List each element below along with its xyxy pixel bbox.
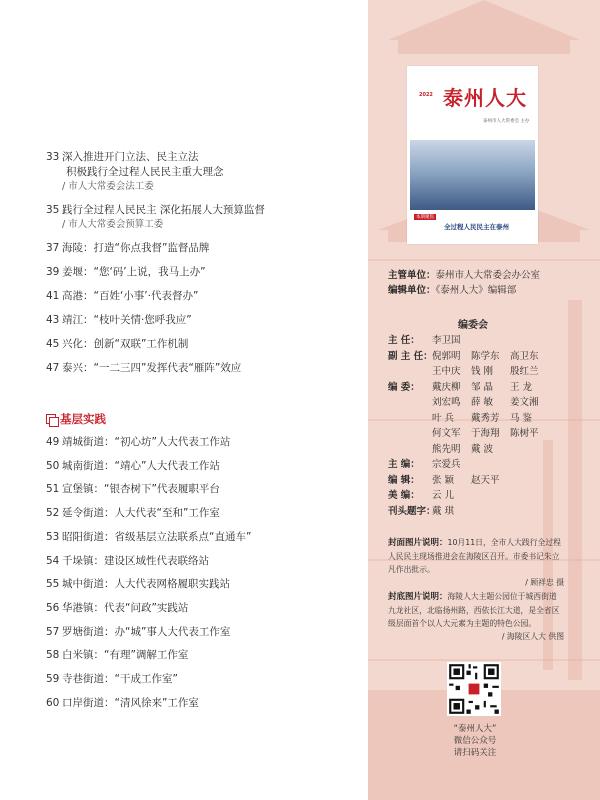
toc-entry[interactable] [46, 313, 192, 328]
cover-tag: 本期聚焦 [416, 215, 434, 220]
entry-title: 泰兴：“一二三四”发挥代表“雁阵”效应 [62, 362, 242, 374]
entry-author: / 市人大常委会预算工委 [62, 219, 164, 230]
qr-caption-line: 请扫码关注 [453, 748, 497, 758]
toc-entry[interactable] [46, 361, 241, 376]
board-row [388, 426, 549, 442]
board-member: 刘宏鸣 [432, 397, 461, 408]
board-row [388, 411, 549, 427]
cover-photo [410, 140, 535, 210]
board-row [388, 473, 549, 489]
toc-entry[interactable] [46, 601, 188, 616]
board-member: 王中庆 [432, 366, 461, 377]
toc-entry[interactable] [46, 482, 220, 497]
page-number: 45 [46, 338, 60, 350]
entry-title: 靖江：“枝叶关情·您呼我应” [62, 314, 192, 326]
page-number: 35 [46, 204, 60, 216]
board-member: 钱 刚 [471, 366, 494, 377]
cover-year: 2022 [419, 92, 433, 98]
board-member: 叶 兵 [432, 412, 455, 424]
board-role: 主 编： [388, 459, 420, 470]
back-cover-note: 封底图片说明：海陵人大主题公园位于城西街道九龙社区，北临扬州路，西依长江大道，是全省区级层面首个以人大元素为主题的特色公园。 / 海陵区人大 供图 [388, 592, 564, 641]
board-member: 戴 波 [471, 443, 494, 455]
entry-title: 积极践行全过程人民民主重大理念 [66, 166, 224, 178]
entry-title: 靖城街道：“初心坊”人大代表工作站 [62, 436, 231, 448]
page-number: 43 [46, 314, 60, 326]
board-member: 赵天平 [471, 474, 500, 486]
entry-title: 践行全过程人民民主 深化拓展人大预算监督 [62, 204, 265, 216]
page-number: 58 [46, 649, 60, 662]
board-member: 戴庆柳 [432, 381, 461, 393]
sponsor-line: 主管单位：泰州市人大常委会办公室 [388, 270, 541, 281]
board-member: 陈树平 [510, 428, 539, 439]
cover-publisher: 泰州市人大常委会 主办 [483, 119, 530, 124]
board-role [388, 426, 432, 442]
board-role [388, 395, 432, 411]
board-member: 戴秀芳 [471, 412, 500, 424]
toc-entry[interactable] [46, 241, 209, 256]
board-role: 副 主 任： [388, 350, 433, 362]
toc-entry[interactable] [46, 435, 230, 450]
board-member: 熊先明 [432, 443, 461, 455]
entry-title: 延令街道：人大代表“至和”工作室 [62, 507, 220, 520]
board-member: 云 儿 [432, 490, 455, 501]
entry-title: 姜堰：“您‘码’上说，我马上办” [62, 266, 206, 278]
board-role: 编 委： [388, 381, 420, 393]
toc-entry[interactable] [46, 203, 265, 232]
board-member: 邹 晶 [471, 381, 494, 393]
entry-title: 千垛镇：建设区域性代表联络站 [62, 554, 209, 567]
page-number: 57 [46, 625, 60, 638]
board-role: 刊头题字： [388, 505, 436, 517]
entry-title: 寺巷街道：“干成工作室” [62, 673, 178, 685]
board-member: 倪郭明 [432, 350, 461, 362]
page-number: 54 [46, 554, 60, 567]
toc-entry[interactable] [46, 672, 178, 687]
board-member: 李卫国 [432, 335, 461, 346]
board-member: 宗爱兵 [432, 459, 461, 470]
magazine-cover [407, 66, 538, 244]
toc-entry[interactable] [46, 289, 198, 304]
entry-title: 城南街道：“靖心”人大代表工作站 [62, 459, 220, 472]
board-role [388, 411, 432, 427]
section-icon [46, 414, 56, 424]
board-row [388, 442, 549, 458]
board-member: 王 龙 [510, 381, 533, 393]
cover-headline: 全过程人民民主在泰州 [444, 223, 509, 231]
toc-entry[interactable] [46, 577, 230, 592]
entry-title: 高港：“百姓‘小事’·代表督办” [62, 290, 199, 302]
page-number: 51 [46, 483, 60, 496]
page-number: 49 [46, 436, 60, 448]
page-number: 53 [46, 530, 60, 543]
board-role: 编 辑： [388, 474, 420, 486]
toc-entry[interactable] [46, 337, 188, 352]
board-row [388, 380, 549, 396]
board-member: 于海翔 [471, 428, 500, 439]
cover-title: 泰州人大 [443, 86, 527, 110]
board-row [388, 395, 549, 411]
board-member: 高卫东 [510, 350, 539, 362]
section-title: 基层实践 [46, 411, 106, 427]
entry-title: 城中街道：人大代表网格履职实践站 [62, 578, 230, 591]
board-role [388, 442, 432, 458]
board-row [388, 457, 549, 473]
entry-title: 深入推进开门立法、民主立法 [62, 151, 199, 163]
toc-entry[interactable] [46, 265, 206, 280]
board-row [388, 333, 549, 349]
toc-entry[interactable] [46, 506, 220, 521]
entry-author: / 市人大常委会法工委 [62, 181, 154, 192]
page-number: 59 [46, 673, 60, 685]
board-member: 戴 琪 [432, 505, 455, 517]
qr-caption-line: “泰州人大” [453, 724, 497, 734]
entry-title: 罗塘街道：办“城”事人大代表工作室 [62, 625, 231, 638]
board-row [388, 349, 549, 365]
toc-entry[interactable] [46, 554, 209, 569]
qr-code [447, 662, 501, 716]
toc-entry[interactable] [46, 696, 199, 711]
entry-title: 白米镇：“有理”调解工作室 [62, 649, 189, 662]
page-number: 47 [46, 362, 60, 374]
entry-title: 华港镇：代表“问政”实践站 [62, 601, 189, 614]
cover-note: 封面图片说明：10月11日，全市人大践行全过程人民民主现场推进会在海陵区召开。市委书记朱立凡作出批示。 / 顾祥忠 摄 [388, 538, 564, 587]
entry-title: 宣堡镇：“银杏树下”代表履职平台 [62, 483, 220, 496]
toc-entry[interactable] [46, 150, 224, 194]
page-number: 41 [46, 290, 60, 302]
board-row [388, 504, 549, 520]
board-member: 张 颖 [432, 474, 455, 486]
page-number: 50 [46, 459, 60, 472]
board-role: 美 编： [388, 490, 420, 501]
page-number: 55 [46, 578, 60, 591]
board-row [388, 488, 549, 504]
qr-caption [435, 723, 515, 759]
page-number: 56 [46, 601, 60, 614]
toc-entry[interactable] [46, 648, 188, 663]
toc-entry[interactable] [46, 530, 251, 545]
board-member: 陈学东 [471, 350, 500, 362]
board-member: 马 鉴 [510, 412, 533, 424]
board-member: 薛 敏 [471, 397, 494, 408]
toc-entry[interactable] [46, 459, 220, 474]
page-number: 60 [46, 696, 60, 709]
editorial-board [388, 333, 549, 519]
page-number: 52 [46, 507, 60, 520]
entry-title: 兴化：创新“双联”工作机制 [62, 338, 189, 350]
page-number: 37 [46, 242, 60, 254]
board-role: 主 任： [388, 335, 420, 346]
page-number: 33 [46, 151, 60, 163]
entry-title: 昭阳街道：省级基层立法联系点“直通车” [62, 530, 252, 543]
cover-banner [410, 212, 535, 240]
entry-title: 口岸街道：“清风徐来”工作室 [62, 696, 199, 709]
editor-line: 编辑单位：《泰州人大》编辑部 [388, 285, 517, 296]
board-row [388, 364, 549, 380]
entry-title: 海陵：打造“你点我督”监督品牌 [62, 242, 210, 254]
board-member: 何文军 [432, 428, 461, 439]
toc-entry[interactable] [46, 625, 230, 640]
board-member: 姜文湘 [510, 397, 539, 408]
board-member: 殷红兰 [510, 366, 539, 377]
board-role [388, 364, 432, 380]
page-number: 39 [46, 266, 60, 278]
qr-caption-line: 微信公众号 [453, 736, 497, 746]
board-title: 编委会 [458, 320, 488, 331]
